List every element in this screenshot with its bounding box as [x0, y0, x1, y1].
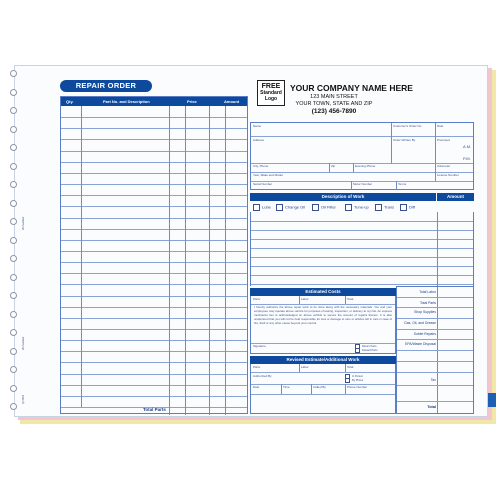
- company-name: YOUR COMPANY NAME HERE: [290, 83, 413, 93]
- order-written-by-label: Order Written By: [393, 138, 416, 142]
- col-divider: [169, 106, 170, 415]
- parts-table-header: [61, 97, 247, 106]
- punch-hole: [10, 348, 17, 355]
- work-line[interactable]: [251, 248, 473, 249]
- table-row[interactable]: [61, 151, 247, 152]
- estimate-header: Estimated Costs: [250, 288, 396, 296]
- punch-hole: [10, 181, 17, 188]
- revised-header: Revised Estimate/Additional Work: [250, 356, 396, 364]
- gas-oil-label: Gas, Oil, and Grease: [404, 321, 436, 325]
- revised-labor-label: Labor: [301, 365, 309, 369]
- company-street: 123 MAIN STREET: [310, 94, 358, 100]
- totals-line: [397, 361, 473, 362]
- totals-line: [397, 372, 473, 373]
- punch-hole: [10, 385, 17, 392]
- punch-hole: [10, 255, 17, 262]
- return-parts-option[interactable]: Return Parts: [355, 344, 377, 349]
- col-price-header: Price: [187, 99, 197, 104]
- punch-hole: [10, 403, 17, 410]
- in-person-option[interactable]: In Person: [345, 374, 363, 379]
- name-label: Name: [253, 124, 262, 128]
- city-label: City, Phone: [253, 164, 269, 168]
- totals-line: [397, 329, 473, 330]
- authorization-text: I hereby authorize the above repair work to be done along with the necessary materials. You and your employees may operate above vehicle for purposes of testing, inspection, or delivery at my risk. An express mechanics lien is acknowledged on above vehicle to secure the amount of repairs thereto. It is also understood that you will not be held responsible for loss or damage to cars or articles left in cars in case of fire, theft or any other cause beyond your control.: [254, 305, 392, 325]
- punch-hole: [10, 200, 17, 207]
- estimate-block: [250, 296, 396, 354]
- work-line[interactable]: [251, 230, 473, 231]
- by-phone-option[interactable]: By Phone: [345, 378, 363, 383]
- punch-hole: [10, 89, 17, 96]
- revised-block: [250, 364, 396, 414]
- punch-hole: [10, 144, 17, 151]
- logo-box: [257, 80, 285, 106]
- punch-hole: [10, 218, 17, 225]
- table-row[interactable]: [61, 139, 247, 140]
- col-divider: [209, 106, 210, 415]
- col-divider: [185, 106, 186, 415]
- punch-hole: [10, 274, 17, 281]
- serial-label: Serial Number: [253, 182, 273, 186]
- am-label: A.M.: [463, 144, 472, 149]
- table-row[interactable]: [61, 218, 247, 219]
- check-oil-filter[interactable]: Oil Filter: [312, 204, 336, 211]
- table-row[interactable]: [61, 206, 247, 207]
- estimate-parts-label: Parts: [253, 297, 261, 301]
- odometer-label: Odometer: [437, 164, 451, 168]
- signature-label: Signature: [253, 344, 266, 348]
- year-make-model-label: Year, Make and Model: [253, 173, 283, 177]
- punch-hole: [10, 126, 17, 133]
- punch-hole: [10, 366, 17, 373]
- parts-table: [60, 96, 248, 414]
- tax-label: Tax: [430, 378, 436, 382]
- work-lines: [250, 212, 474, 286]
- col-divider: [225, 106, 226, 415]
- total-labor-label: Total Labor: [419, 290, 436, 294]
- table-row[interactable]: [61, 240, 247, 241]
- table-row[interactable]: [61, 284, 247, 285]
- work-line[interactable]: [251, 275, 473, 276]
- table-row[interactable]: [61, 229, 247, 230]
- side-number-top: 2D-Number: [22, 216, 25, 230]
- table-row[interactable]: [61, 128, 247, 129]
- table-row[interactable]: [61, 173, 247, 174]
- table-row[interactable]: [61, 307, 247, 308]
- table-row[interactable]: [61, 351, 247, 352]
- address-label: Address: [253, 138, 265, 142]
- logo-line-standard: Standard: [260, 90, 282, 96]
- table-row[interactable]: [61, 296, 247, 297]
- table-row[interactable]: [61, 273, 247, 274]
- check-diff[interactable]: Diff: [400, 204, 415, 211]
- revised-total-label: Total: [347, 365, 354, 369]
- work-line[interactable]: [251, 257, 473, 258]
- check-tune-up[interactable]: Tune-up: [345, 204, 369, 211]
- table-row[interactable]: [61, 195, 247, 196]
- side-code: Q72501: [22, 394, 25, 404]
- table-row[interactable]: [61, 340, 247, 341]
- estimate-labor-label: Labor: [301, 297, 309, 301]
- punch-hole: [10, 107, 17, 114]
- promised-label: Promised: [437, 138, 450, 142]
- punch-hole: [10, 163, 17, 170]
- phone-number-label: Phone Number: [347, 385, 368, 389]
- revised-time-label: Time: [283, 385, 290, 389]
- table-row[interactable]: [61, 362, 247, 363]
- totals-line: [397, 350, 473, 351]
- table-row[interactable]: [61, 396, 247, 397]
- punch-hole: [10, 311, 17, 318]
- col-amount-header: Amount: [224, 99, 240, 104]
- table-row[interactable]: [61, 374, 247, 375]
- side-number-bottom: 2D-Number: [22, 336, 25, 350]
- col-description-header: Part No. and Description: [103, 99, 150, 104]
- work-line[interactable]: [251, 239, 473, 240]
- work-line[interactable]: [251, 221, 473, 222]
- table-row[interactable]: [61, 385, 247, 386]
- table-row[interactable]: [61, 329, 247, 330]
- epa-label: EPA/Waste Disposal: [405, 342, 436, 346]
- table-row[interactable]: [61, 262, 247, 263]
- table-row[interactable]: [61, 318, 247, 319]
- check-lube[interactable]: Lube: [253, 204, 271, 211]
- table-row[interactable]: [61, 117, 247, 118]
- totals-line: [397, 297, 473, 298]
- company-city: YOUR TOWN, STATE AND ZIP: [295, 101, 373, 107]
- form-title: REPAIR ORDER: [60, 80, 152, 92]
- zip-label: Zip: [331, 164, 336, 168]
- authorized-by-label: Authorized By: [253, 374, 272, 378]
- totals-line: [397, 307, 473, 308]
- punch-hole: [10, 329, 17, 336]
- totals-line: [397, 401, 473, 402]
- totals-line: [397, 385, 473, 386]
- col-qty-header: Qty.: [66, 99, 74, 104]
- date-label: Date: [437, 124, 444, 128]
- totals-line: [397, 318, 473, 319]
- work-line[interactable]: [251, 284, 473, 285]
- grand-total-label: Total: [427, 405, 436, 409]
- work-amount-header: Amount: [437, 193, 474, 201]
- called-by-label: Called By: [313, 385, 326, 389]
- estimate-total-label: Total: [347, 297, 354, 301]
- totals-column: [396, 286, 474, 414]
- logo-line-logo: Logo: [264, 96, 278, 102]
- shop-supplies-label: Shop Supplies: [414, 310, 436, 314]
- customer-order-label: Customer's Order No.: [393, 124, 423, 128]
- work-header: Description of Work: [250, 193, 436, 201]
- punch-hole: [10, 70, 17, 77]
- sublet-repairs-label: Sublet Repairs: [413, 332, 436, 336]
- table-row[interactable]: [61, 251, 247, 252]
- license-label: License Number: [437, 173, 459, 177]
- check-trans[interactable]: Trans: [375, 204, 394, 211]
- total-parts-label: Total Parts: [143, 407, 166, 412]
- evening-phone-label: Evening Phone: [355, 164, 376, 168]
- total-parts-sum-label: Total Parts: [419, 301, 436, 305]
- work-checkbox-row: [250, 202, 474, 212]
- col-divider: [81, 106, 82, 407]
- check-change-oil[interactable]: Change Oil: [276, 204, 305, 211]
- revised-date-label: Date: [253, 385, 260, 389]
- work-line[interactable]: [251, 266, 473, 267]
- company-phone: (123) 456-7890: [311, 108, 357, 115]
- discard-parts-option[interactable]: Discard Parts: [355, 348, 378, 353]
- revised-parts-label: Parts: [253, 365, 261, 369]
- customer-info-block: [250, 122, 474, 190]
- motor-label: Motor Number: [353, 182, 373, 186]
- totals-line: [397, 339, 473, 340]
- punch-hole: [10, 237, 17, 244]
- table-row[interactable]: [61, 162, 247, 163]
- pm-label: P.M.: [463, 156, 471, 161]
- punch-hole: [10, 292, 17, 299]
- table-row[interactable]: [61, 184, 247, 185]
- terms-label: Terms: [398, 182, 407, 186]
- logo-line-free: FREE: [261, 83, 281, 90]
